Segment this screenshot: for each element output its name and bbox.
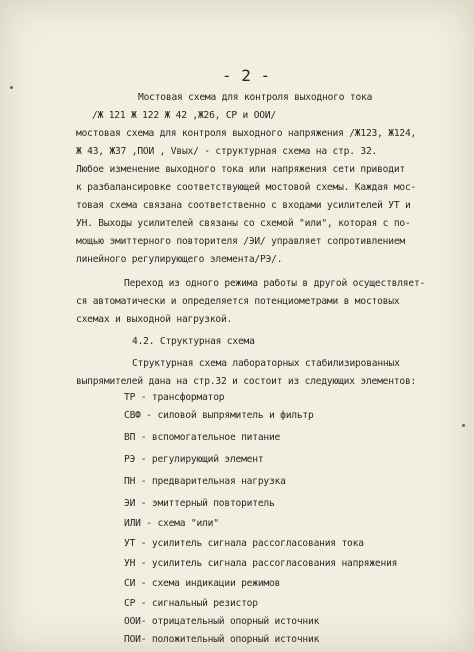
list-item: ООИ- отрицательный опорный источник: [124, 616, 320, 627]
text-line: Мостовая схема для контроля выходного тока: [138, 92, 373, 103]
list-item: ЭИ - эмиттерный повторитель: [124, 498, 275, 509]
list-item: РЭ - регулирующий элемент: [124, 454, 264, 465]
text-line: выпрямителей дана на стр.32 и состоит из следующих элементов:: [76, 376, 417, 387]
list-item: СИ - схема индикации режимов: [124, 578, 281, 589]
section-heading: 4.2. Структурная схема: [132, 336, 255, 347]
list-item: СВФ - силовой выпрямитель и фильтр: [124, 410, 314, 421]
list-item: СР - сигнальный резистор: [124, 598, 258, 609]
text-line: Структурная схема лабораторных стабилизированных: [132, 358, 400, 369]
list-item: ПОИ- положительный опорный источник: [124, 634, 320, 645]
punch-mark: [10, 86, 13, 89]
list-item: УТ - усилитель сигнала рассогласования тока: [124, 538, 364, 549]
text-line: линейного регулирующего элемента/РЭ/.: [76, 254, 283, 265]
text-line: к разбалансировке соответствующей мостовой схемы. Каждая мос-: [76, 182, 417, 193]
text-line: мостовая схема для контроля выходного напряжения /Ж123, Ж124,: [76, 128, 417, 139]
text-line: схемах и выходной нагрузкой.: [76, 314, 233, 325]
text-line: ся автоматически и определяется потенциометрами в мостовых: [76, 296, 400, 307]
list-item: ТР - трансформатор: [124, 392, 225, 403]
text-line: Переход из одного режима работы в другой осуществляет-: [124, 278, 426, 289]
text-line: мощью эмиттерного повторителя /ЭИ/ управляет сопротивлением: [76, 236, 405, 247]
text-line: товая схема связана соответственно с входами усилителей УТ и: [76, 200, 411, 211]
page-number: - 2 -: [222, 66, 271, 85]
list-item: ПН - предварительная нагрузка: [124, 476, 286, 487]
text-line: Любое изменение выходного тока или напряжения сети приводит: [76, 164, 405, 175]
text-line: /Ж 121 Ж 122 Ж 42 ,Ж26, СР и ООИ/: [92, 110, 277, 121]
list-item: УН - усилитель сигнала рассогласования напряжения: [124, 558, 398, 569]
list-item: ИЛИ - схема "или": [124, 518, 219, 529]
punch-mark: [462, 424, 465, 427]
text-line: УН. Выходы усилителей связаны со схемой "или", которая с по-: [76, 218, 411, 229]
text-line: Ж 43, Ж37 ,ПОИ , Vвых/ - структурная схема на стр. 32.: [76, 146, 378, 157]
list-item: ВП - вспомогательное питание: [124, 432, 281, 443]
